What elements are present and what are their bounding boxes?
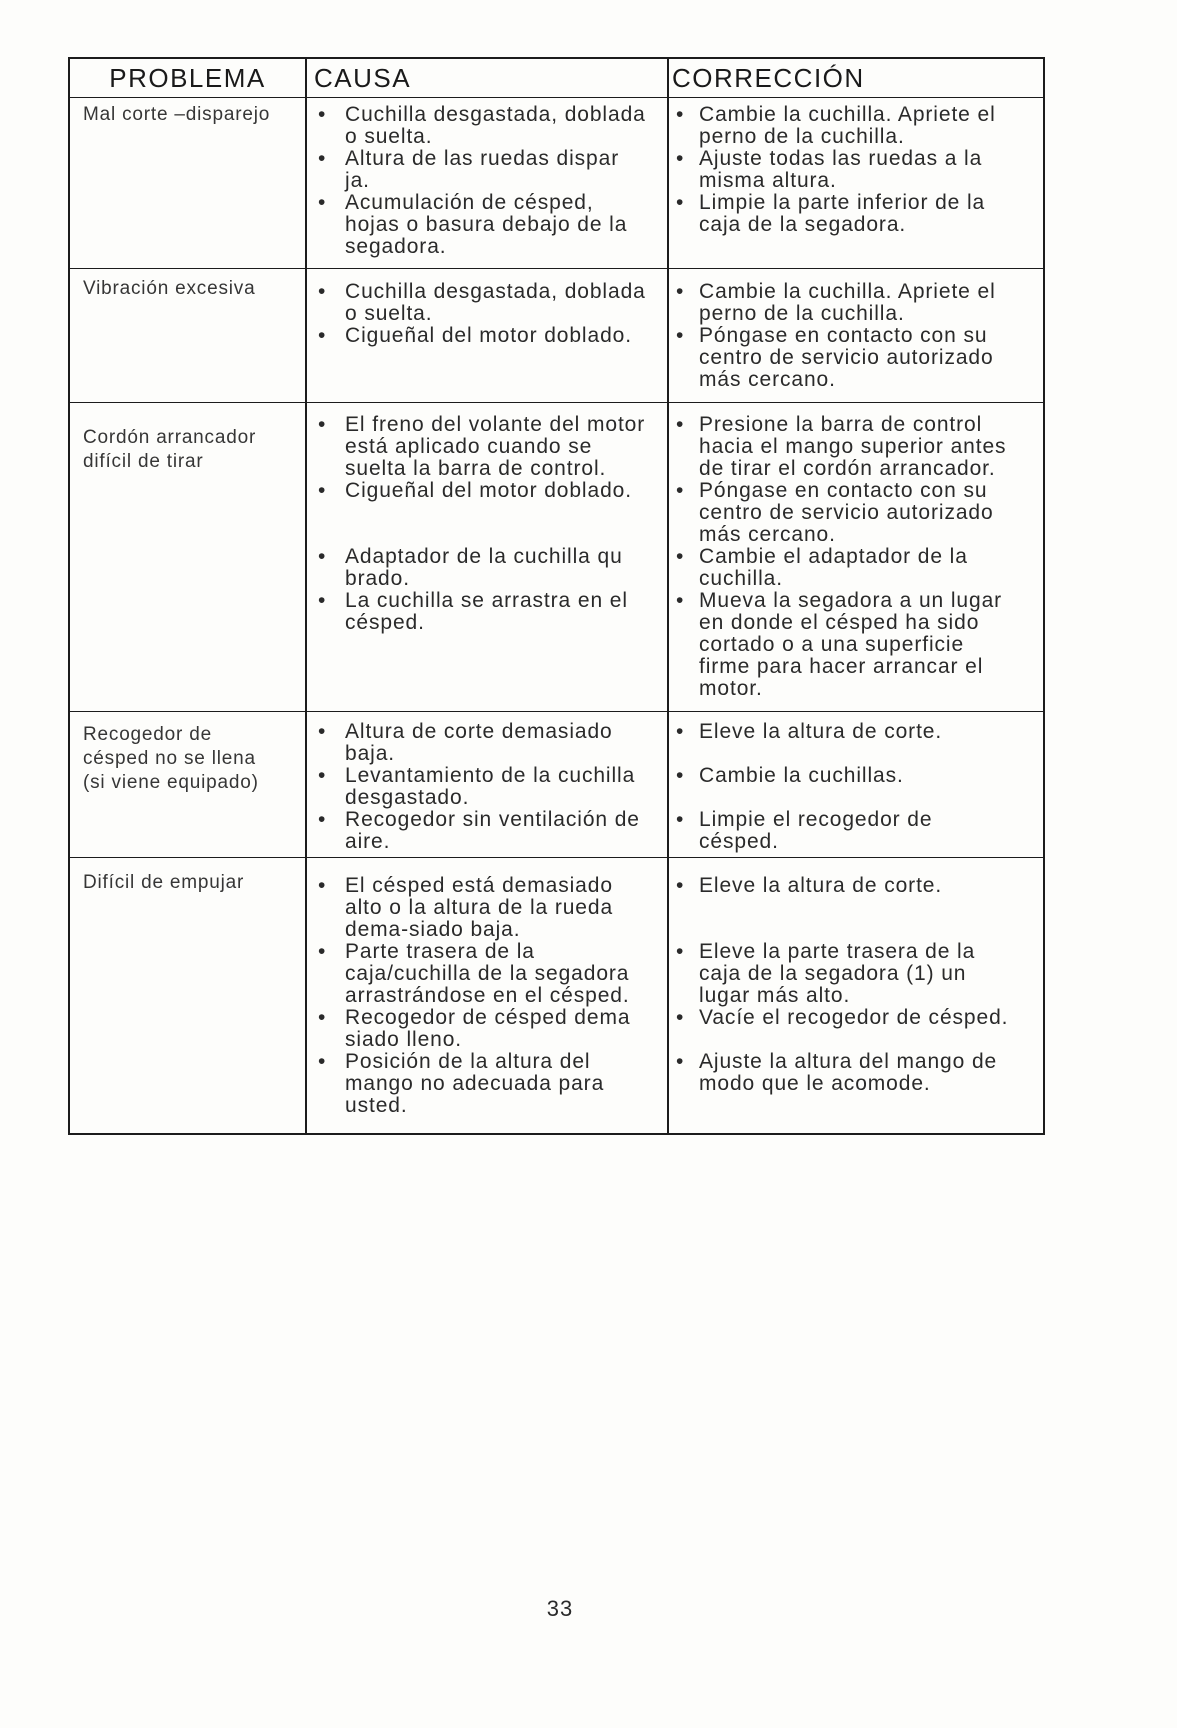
correction-item: • Eleve la altura de corte. [667, 875, 1041, 941]
column-divider [305, 59, 307, 1133]
cause-correction-pair [307, 765, 1043, 809]
correction-item: • Póngase en contacto con su centro de servicio autorizado más cercano. [667, 480, 1041, 546]
correction-item: • Eleve la altura de corte. [667, 721, 1041, 765]
correction-item: • Cambie la cuchillas. [667, 765, 1041, 809]
cause-correction-pair [307, 590, 1043, 700]
problem-text: Cordón arrancador difícil de tirar [83, 427, 257, 472]
row-mal-corte [70, 97, 1043, 268]
cause-item: • Acumulación de césped, hojas o basura debajo de la segadora. [307, 192, 667, 258]
cause-correction-pair [307, 104, 1043, 148]
cause-correction-pair [307, 148, 1043, 192]
cause-correction-list [307, 98, 1043, 258]
row-vibracion-excesiva [70, 268, 1043, 402]
cause-item: • Altura de corte demasiado baja. [307, 721, 667, 765]
cause-item: • Cuchilla desgastada, doblada o suelta. [307, 281, 667, 325]
cause-correction-list [307, 269, 1043, 391]
cause-item: • Cuchilla desgastada, doblada o suelta. [307, 104, 667, 148]
cause-item: • Adaptador de la cuchilla qu brado. [307, 546, 667, 590]
correction-item: • Limpie el recogedor de césped. [667, 809, 1041, 853]
problem-text: Mal corte –disparejo [83, 104, 271, 125]
correction-item: • Presione la barra de control hacia el mango superior antes de tirar el cordón arrancador. [667, 414, 1041, 480]
cause-item: • El freno del volante del motor está aplicado cuando se suelta la barra de control. [307, 414, 667, 480]
cause-correction-pair [307, 192, 1043, 258]
correction-item: • Ajuste la altura del mango de modo que le acomode. [667, 1051, 1041, 1117]
correction-item: • Mueva la segadora a un lugar en donde el césped ha sido cortado o a una superficie firme para hacer arrancar el motor. [667, 590, 1041, 700]
cause-item: • Cigueñal del motor doblado. [307, 480, 667, 546]
cause-correction-pair [307, 875, 1043, 941]
row-dificil-de-empujar [70, 857, 1043, 1133]
header-problem: PROBLEMA [109, 63, 266, 93]
cause-correction-pair [307, 281, 1043, 325]
cause-correction-pair [307, 1051, 1043, 1117]
cause-correction-pair [307, 325, 1043, 391]
cause-correction-pair [307, 546, 1043, 590]
problem-text: Difícil de empujar [83, 872, 245, 893]
cause-correction-pair [307, 1007, 1043, 1051]
row-recogedor-de-cesped [70, 711, 1043, 857]
correction-item: • Cambie el adaptador de la cuchilla. [667, 546, 1041, 590]
cause-correction-pair [307, 414, 1043, 480]
table-header [70, 59, 1043, 97]
cause-item: • Parte trasera de la caja/cuchilla de la segadora arrastrándose en el césped. [307, 941, 667, 1007]
header-cause: CAUSA [314, 63, 412, 93]
cause-item: • Recogedor de césped dema siado lleno. [307, 1007, 667, 1051]
cause-item: • Posición de la altura del mango no adecuada para usted. [307, 1051, 667, 1117]
cause-correction-pair [307, 809, 1043, 853]
correction-item: • Limpie la parte inferior de la caja de la segadora. [667, 192, 1041, 258]
cause-correction-pair [307, 721, 1043, 765]
cause-correction-pair [307, 480, 1043, 546]
header-correction: CORRECCIÓN [672, 63, 865, 93]
cause-item: • Recogedor sin ventilación de aire. [307, 809, 667, 853]
cause-item: • Altura de las ruedas dispar ja. [307, 148, 667, 192]
cause-item: • Cigueñal del motor doblado. [307, 325, 667, 391]
correction-item: • Póngase en contacto con su centro de servicio autorizado más cercano. [667, 325, 1041, 391]
problem-text: Vibración excesiva [83, 278, 256, 299]
correction-item: • Cambie la cuchilla. Apriete el perno de la cuchilla. [667, 281, 1041, 325]
cause-correction-pair [307, 941, 1043, 1007]
row-cordon-arrancador [70, 402, 1043, 711]
correction-item: • Eleve la parte trasera de la caja de la segadora (1) un lugar más alto. [667, 941, 1041, 1007]
page-number: 33 [546, 1596, 574, 1621]
cause-item: • Levantamiento de la cuchilla desgastado. [307, 765, 667, 809]
column-divider [667, 59, 669, 1133]
cause-item: • La cuchilla se arrastra en el césped. [307, 590, 667, 700]
cause-correction-list [307, 403, 1043, 700]
correction-item: • Cambie la cuchilla. Apriete el perno de la cuchilla. [667, 104, 1041, 148]
correction-item: • Vacíe el recogedor de césped. [667, 1007, 1041, 1051]
cause-correction-list [307, 712, 1043, 853]
cause-item: • El césped está demasiado alto o la altura de la rueda dema-siado baja. [307, 875, 667, 941]
problem-text: Recogedor de césped no se llena (si viene equipado) [83, 724, 259, 793]
correction-item: • Ajuste todas las ruedas a la misma altura. [667, 148, 1041, 192]
troubleshooting-table [68, 57, 1045, 1135]
cause-correction-list [307, 858, 1043, 1117]
